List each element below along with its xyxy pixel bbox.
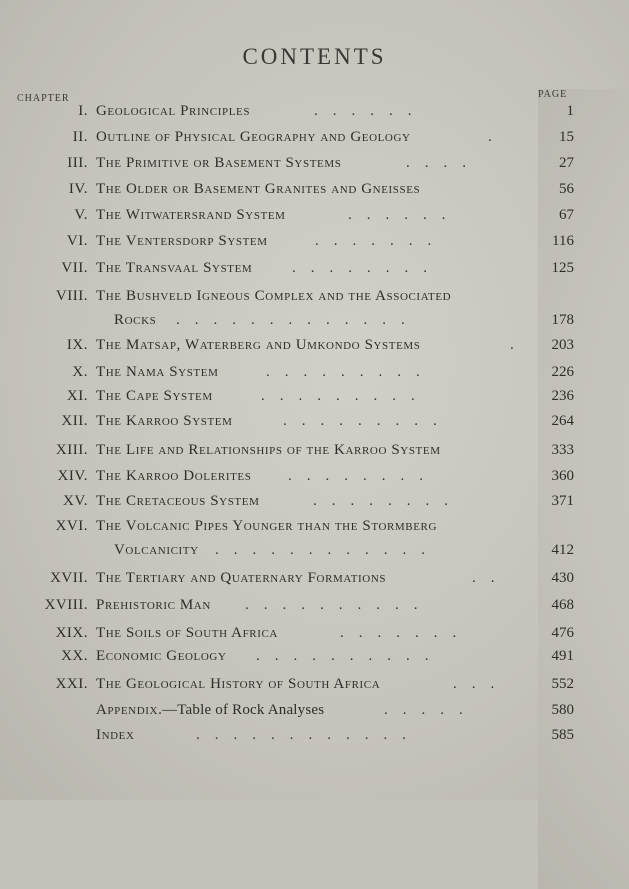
page-number: 125 bbox=[551, 260, 574, 276]
chapter-title: The Cretaceous System bbox=[96, 493, 260, 509]
dot-leader: ....... bbox=[315, 233, 447, 249]
page-number: 236 bbox=[551, 388, 574, 404]
toc-entry bbox=[0, 413, 629, 435]
chapter-number: VI. bbox=[66, 233, 88, 249]
page-title: CONTENTS bbox=[242, 44, 387, 69]
toc-entry bbox=[0, 702, 629, 724]
appendix-description: .—Table of Rock Analyses bbox=[158, 702, 325, 718]
page-number: 412 bbox=[551, 542, 574, 558]
toc-entry bbox=[0, 625, 629, 647]
toc-entry bbox=[0, 442, 629, 464]
page-number: 585 bbox=[551, 727, 574, 743]
chapter-title: The Bushveld Igneous Complex and the Associated bbox=[96, 288, 452, 304]
dot-leader: ..... bbox=[384, 702, 478, 718]
toc-entry bbox=[0, 597, 629, 619]
chapter-number: IV. bbox=[68, 181, 88, 197]
dot-leader: ............ bbox=[196, 727, 421, 743]
chapter-title: The Witwatersrand System bbox=[96, 207, 286, 223]
chapter-number: III. bbox=[67, 155, 88, 171]
toc-entry bbox=[0, 493, 629, 515]
chapter-title: The Karroo Dolerites bbox=[96, 468, 252, 484]
dot-leader: ...... bbox=[314, 103, 427, 119]
dot-leader: . bbox=[488, 129, 507, 145]
toc-entry bbox=[0, 260, 629, 282]
chapter-number: IX. bbox=[66, 337, 88, 353]
toc-entry bbox=[0, 676, 629, 698]
page-number: 203 bbox=[551, 337, 574, 353]
page-number: 178 bbox=[551, 312, 574, 328]
page-number: 27 bbox=[559, 155, 574, 171]
appendix-label: Appendix bbox=[96, 702, 159, 718]
toc-entry bbox=[0, 518, 629, 564]
chapter-number: V. bbox=[74, 207, 88, 223]
page-number: 1 bbox=[566, 103, 574, 119]
dot-leader: ............ bbox=[215, 542, 440, 558]
chapter-title: Geological Principles bbox=[96, 103, 251, 119]
toc-entry bbox=[0, 207, 629, 229]
chapter-title: Prehistoric Man bbox=[96, 597, 211, 613]
toc-entry bbox=[0, 103, 629, 125]
chapter-title: The Ventersdorp System bbox=[96, 233, 268, 249]
page-number: 360 bbox=[551, 468, 574, 484]
dot-leader: ... bbox=[453, 676, 510, 692]
chapter-title bbox=[96, 702, 324, 719]
chapter-title: The Matsap, Waterberg and Umkondo Systems bbox=[96, 337, 421, 353]
chapter-title: Outline of Physical Geography and Geology bbox=[96, 129, 411, 145]
page-number: 333 bbox=[551, 442, 574, 458]
dot-leader: . bbox=[510, 337, 529, 353]
dot-leader: ......... bbox=[266, 364, 435, 380]
chapter-number: XVIII. bbox=[44, 597, 88, 613]
dot-leader: ............. bbox=[176, 312, 420, 328]
toc-entry bbox=[0, 388, 629, 410]
page-number: 116 bbox=[552, 233, 574, 249]
chapter-title: The Volcanic Pipes Younger than the Stormberg bbox=[96, 518, 438, 534]
toc-entry bbox=[0, 364, 629, 386]
toc-entry bbox=[0, 233, 629, 255]
chapter-title: The Transvaal System bbox=[96, 260, 253, 276]
dot-leader: ...... bbox=[348, 207, 461, 223]
toc-entry bbox=[0, 570, 629, 592]
page-number: 552 bbox=[551, 676, 574, 692]
chapter-number: I. bbox=[78, 103, 88, 119]
page-number: 264 bbox=[551, 413, 574, 429]
chapter-number: XII. bbox=[61, 413, 88, 429]
page-number: 371 bbox=[551, 493, 574, 509]
chapter-number: VII. bbox=[61, 260, 88, 276]
dot-leader: .......... bbox=[245, 597, 433, 613]
chapter-title: The Life and Relationships of the Karroo System bbox=[96, 442, 441, 458]
chapter-number: XVII. bbox=[50, 570, 88, 586]
chapter-title: The Geological History of South Africa bbox=[96, 676, 381, 692]
chapter-title: The Nama System bbox=[96, 364, 219, 380]
chapter-number: II. bbox=[72, 129, 88, 145]
toc-entry bbox=[0, 129, 629, 151]
chapter-title: The Tertiary and Quaternary Formations bbox=[96, 570, 387, 586]
page-column-header: PAGE bbox=[538, 89, 629, 889]
page-number: 491 bbox=[551, 648, 574, 664]
chapter-number: XIII. bbox=[55, 442, 88, 458]
dot-leader: ........ bbox=[313, 493, 463, 509]
toc-entry bbox=[0, 337, 629, 359]
toc-entry bbox=[0, 648, 629, 670]
chapter-number: XV. bbox=[63, 493, 88, 509]
dot-leader: .... bbox=[406, 155, 481, 171]
toc-entry bbox=[0, 288, 629, 334]
chapter-number: XIV. bbox=[57, 468, 88, 484]
chapter-number: XIX. bbox=[55, 625, 88, 641]
toc-entry bbox=[0, 181, 629, 203]
page-number: 56 bbox=[559, 181, 574, 197]
chapter-title: The Older or Basement Granites and Gneisses bbox=[96, 181, 421, 197]
dot-leader: ......... bbox=[283, 413, 452, 429]
page-number: 67 bbox=[559, 207, 574, 223]
chapter-title-continuation: Volcanicity bbox=[114, 542, 199, 558]
chapter-number: VIII. bbox=[55, 288, 88, 304]
dot-leader: .. bbox=[472, 570, 510, 586]
chapter-title: Index bbox=[96, 727, 135, 743]
chapter-title-continuation: Rocks bbox=[114, 312, 157, 328]
page-number: 226 bbox=[551, 364, 574, 380]
chapter-title: The Primitive or Basement Systems bbox=[96, 155, 342, 171]
dot-leader: ........ bbox=[292, 260, 442, 276]
chapter-number: X. bbox=[72, 364, 88, 380]
page-number: 580 bbox=[551, 702, 574, 718]
page-number: 468 bbox=[551, 597, 574, 613]
chapter-title: The Soils of South Africa bbox=[96, 625, 278, 641]
chapter-title: The Cape System bbox=[96, 388, 213, 404]
toc-entry bbox=[0, 155, 629, 177]
dot-leader: ........ bbox=[288, 468, 438, 484]
dot-leader: .......... bbox=[256, 648, 444, 664]
chapter-number: XXI. bbox=[55, 676, 88, 692]
page-number: 476 bbox=[551, 625, 574, 641]
page-number: 15 bbox=[559, 129, 574, 145]
chapter-column-header: CHAPTER bbox=[17, 93, 70, 104]
chapter-title: The Karroo System bbox=[96, 413, 233, 429]
toc-entry bbox=[0, 727, 629, 749]
chapter-title: Economic Geology bbox=[96, 648, 227, 664]
chapter-number: XI. bbox=[66, 388, 88, 404]
chapter-number: XX. bbox=[61, 648, 88, 664]
dot-leader: ....... bbox=[340, 625, 472, 641]
page-number: 430 bbox=[551, 570, 574, 586]
toc-entry bbox=[0, 468, 629, 490]
dot-leader: ......... bbox=[261, 388, 430, 404]
chapter-number: XVI. bbox=[55, 518, 88, 534]
